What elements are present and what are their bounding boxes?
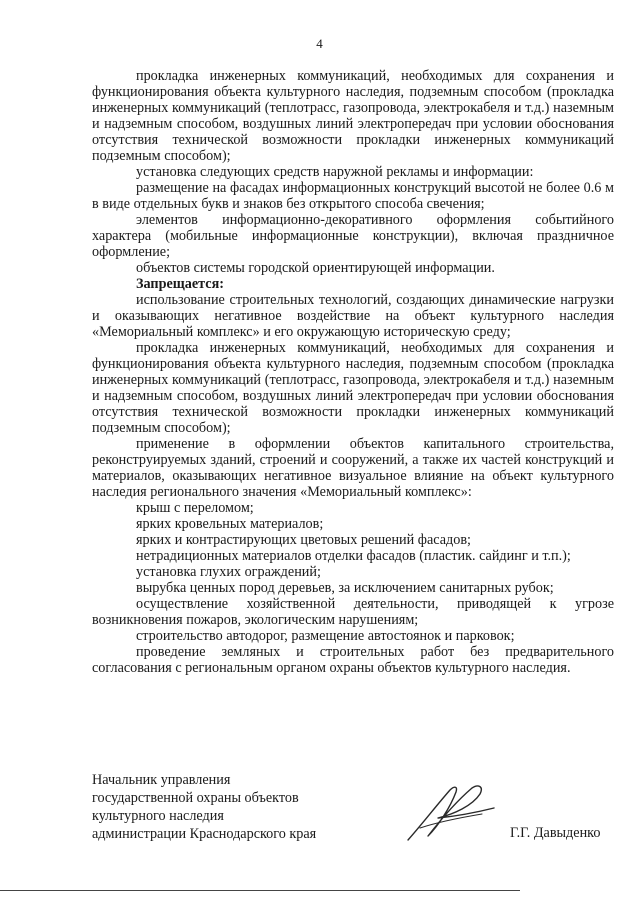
document-body xyxy=(92,68,614,676)
paragraph: осуществление хозяйственной деятельности, приводящей к угрозе возникновения пожаров, экологическим нарушениям; xyxy=(92,596,614,628)
signatory-name: Г.Г. Давыденко xyxy=(510,825,601,841)
paragraph: проведение земляных и строительных работ без предварительного согласования с региональным органом охраны объектов культурного наследия. xyxy=(92,644,614,676)
signatory-title-line: администрации Краснодарского края xyxy=(92,826,317,842)
paragraph: прокладка инженерных коммуникаций, необходимых для сохранения и функционирования объекта культурного наследия, подземным способом (прокладка инженерных коммуникаций (теплотрасс, газопровода, электрокабеля и т.д.) наземным и надземным способом, воздушных линий электропередач при условии обоснования отсутствия технической возможности прокладки инженерных коммуникаций подземным способом); xyxy=(92,68,614,164)
list-item: установка глухих ограждений; xyxy=(136,564,321,580)
signatory-title xyxy=(92,771,316,843)
paragraph: прокладка инженерных коммуникаций, необходимых для сохранения и функционирования объекта культурного наследия, подземным способом (прокладка инженерных коммуникаций (теплотрасс, газопровода, электрокабеля и т.д.) наземным и надземным способом, воздушных линий электропередач при условии обоснования отсутствия технической возможности прокладки инженерных коммуникаций подземным способом); xyxy=(92,340,614,436)
paragraph: размещение на фасадах информационных конструкций высотой не более 0.6 м в виде отдельных букв и знаков без открытого способа свечения; xyxy=(92,180,614,212)
list-item: крыш с переломом; xyxy=(136,500,254,516)
paragraph: строительство автодорог, размещение автостоянок и парковок; xyxy=(136,628,515,644)
handwritten-signature xyxy=(398,778,498,848)
paragraph: элементов информационно-декоративного оформления событийного характера (мобильные информационные конструкции), включая праздничное оформление; xyxy=(92,212,614,260)
paragraph: применение в оформлении объектов капитального строительства, реконструируемых зданий, строений и сооружений, а также их частей конструкций и материалов, оказывающих негативное визуальное влияние на объект культурного наследия регионального значения «Мемориальный комплекс»: xyxy=(92,436,614,500)
list-item: нетрадиционных материалов отделки фасадов (пластик. сайдинг и т.п.); xyxy=(136,548,571,564)
footer-divider xyxy=(0,890,520,891)
page-number: 4 xyxy=(316,36,323,51)
paragraph: использование строительных технологий, создающих динамические нагрузки и оказывающих негативное воздействие на объект культурного наследия «Мемориальный комплекс» и его окружающую историческую среду; xyxy=(92,292,614,340)
list-item: вырубка ценных пород деревьев, за исключением санитарных рубок; xyxy=(136,580,554,596)
paragraph: объектов системы городской ориентирующей информации. xyxy=(136,260,495,276)
signatory-title-line: культурного наследия xyxy=(92,808,224,824)
paragraph: установка следующих средств наружной рекламы и информации: xyxy=(136,164,534,180)
section-heading-prohibited: Запрещается: xyxy=(136,276,224,292)
list-item: ярких и контрастирующих цветовых решений фасадов; xyxy=(136,532,471,548)
list-item: ярких кровельных материалов; xyxy=(136,516,324,532)
signatory-title-line: государственной охраны объектов xyxy=(92,790,299,806)
signatory-title-line: Начальник управления xyxy=(92,772,231,788)
